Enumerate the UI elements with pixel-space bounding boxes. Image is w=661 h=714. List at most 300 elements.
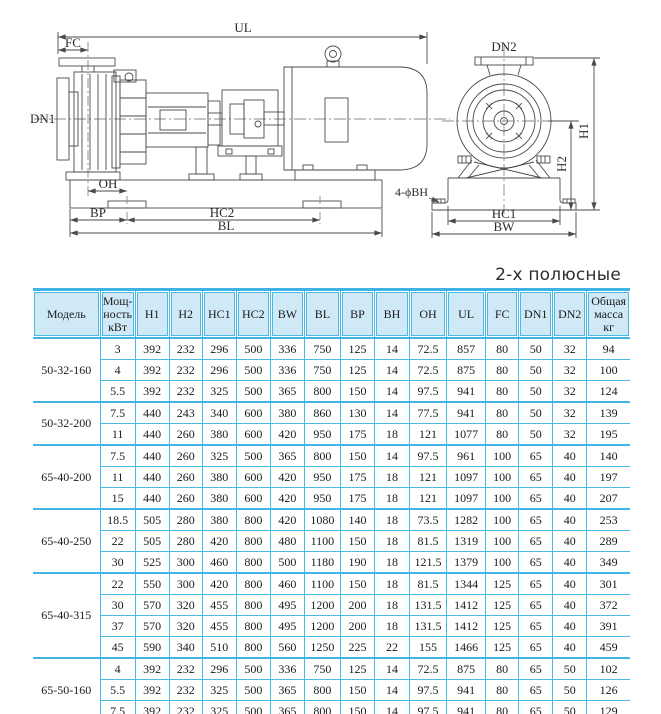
data-cell: 94 (587, 338, 630, 360)
data-cell: 300 (169, 573, 202, 595)
data-cell: 600 (236, 402, 270, 424)
data-cell: 800 (304, 680, 340, 701)
data-cell: 455 (202, 616, 236, 637)
model-cell: 65-50-160 (33, 658, 100, 714)
data-cell: 125 (486, 573, 519, 595)
motor-eye-bolt (325, 46, 341, 62)
data-cell: 131.5 (410, 616, 447, 637)
data-cell: 380 (202, 488, 236, 510)
data-cell: 232 (169, 360, 202, 381)
data-cell: 260 (169, 488, 202, 510)
motor-vent (325, 98, 348, 142)
data-cell: 1080 (304, 509, 340, 531)
data-cell: 100 (486, 445, 519, 467)
data-cell: 50 (519, 424, 553, 446)
data-cell: 550 (135, 573, 169, 595)
data-cell: 1250 (304, 637, 340, 659)
data-cell: 1379 (447, 552, 486, 574)
data-cell: 232 (169, 381, 202, 403)
header-cell: H2 (169, 290, 202, 339)
data-cell: 14 (374, 402, 409, 424)
data-cell: 1097 (447, 467, 486, 488)
header-cell: BP (340, 290, 374, 339)
data-cell: 500 (236, 360, 270, 381)
data-cell: 81.5 (410, 573, 447, 595)
dim-label-hc1: HC1 (491, 206, 517, 221)
header-cell: HC1 (202, 290, 236, 339)
data-cell: 296 (202, 338, 236, 360)
data-cell: 11 (100, 467, 135, 488)
data-cell: 80 (486, 381, 519, 403)
data-cell: 1077 (447, 424, 486, 446)
data-cell: 18 (374, 488, 409, 510)
data-cell: 77.5 (410, 402, 447, 424)
table-header (33, 290, 630, 339)
data-cell: 325 (202, 445, 236, 467)
housing-support-foot (189, 174, 214, 180)
data-cell: 800 (236, 509, 270, 531)
data-cell: 195 (587, 424, 630, 446)
table-title: 2-х полюсные (495, 265, 621, 285)
data-cell: 296 (202, 360, 236, 381)
data-cell: 1200 (304, 616, 340, 637)
data-cell: 941 (447, 381, 486, 403)
data-cell: 155 (410, 637, 447, 659)
data-cell: 495 (270, 616, 304, 637)
data-cell: 590 (135, 637, 169, 659)
data-cell: 18 (374, 509, 409, 531)
data-cell: 150 (340, 531, 374, 552)
data-cell: 800 (236, 637, 270, 659)
data-cell: 14 (374, 360, 409, 381)
data-cell: 65 (519, 531, 553, 552)
dim-label-bp: BP (90, 205, 106, 220)
data-cell: 560 (270, 637, 304, 659)
data-cell: 65 (519, 488, 553, 510)
data-cell: 190 (340, 552, 374, 574)
data-cell: 941 (447, 402, 486, 424)
data-cell: 600 (236, 424, 270, 446)
table-row (33, 467, 630, 488)
data-cell: 455 (202, 595, 236, 616)
header-cell: DN2 (553, 290, 587, 339)
data-cell: 325 (202, 701, 236, 714)
data-cell: 100 (486, 467, 519, 488)
data-cell: 40 (553, 573, 587, 595)
data-cell: 126 (587, 680, 630, 701)
data-cell: 150 (340, 680, 374, 701)
data-cell: 420 (270, 424, 304, 446)
data-cell: 50 (519, 338, 553, 360)
data-cell: 18.5 (100, 509, 135, 531)
data-cell: 4 (100, 658, 135, 680)
data-cell: 336 (270, 658, 304, 680)
pump-dimension-drawing (0, 0, 661, 264)
data-cell: 380 (202, 509, 236, 531)
data-cell: 5.5 (100, 680, 135, 701)
data-cell: 260 (169, 445, 202, 467)
data-cell: 392 (135, 360, 169, 381)
table-body (33, 338, 630, 714)
data-cell: 124 (587, 381, 630, 403)
data-cell: 941 (447, 701, 486, 714)
data-cell: 200 (340, 616, 374, 637)
data-cell: 232 (169, 680, 202, 701)
coupling-base-rail (218, 146, 282, 156)
data-cell: 100 (587, 360, 630, 381)
data-cell: 80 (486, 658, 519, 680)
dim-label-hc2: HC2 (209, 205, 235, 220)
data-cell: 30 (100, 552, 135, 574)
data-cell: 129 (587, 701, 630, 714)
data-cell: 875 (447, 658, 486, 680)
data-cell: 40 (553, 552, 587, 574)
side-view-dimensions (58, 32, 427, 237)
data-cell: 365 (270, 445, 304, 467)
data-cell: 440 (135, 488, 169, 510)
data-cell: 80 (486, 360, 519, 381)
data-cell: 100 (486, 509, 519, 531)
data-cell: 97.5 (410, 445, 447, 467)
data-cell: 380 (202, 424, 236, 446)
data-cell: 72.5 (410, 658, 447, 680)
data-cell: 800 (236, 531, 270, 552)
data-cell: 392 (135, 658, 169, 680)
casing-cover (120, 80, 146, 164)
data-cell: 40 (553, 467, 587, 488)
data-cell: 280 (169, 509, 202, 531)
data-cell: 14 (374, 445, 409, 467)
data-cell: 420 (202, 531, 236, 552)
data-cell: 800 (236, 616, 270, 637)
data-cell: 65 (519, 552, 553, 574)
data-cell: 150 (340, 445, 374, 467)
data-cell: 232 (169, 701, 202, 714)
model-cell: 50-32-160 (33, 338, 100, 402)
dim-label-oh: OH (98, 176, 118, 191)
data-cell: 175 (340, 488, 374, 510)
data-cell: 1412 (447, 595, 486, 616)
data-cell: 420 (202, 573, 236, 595)
data-cell: 440 (135, 445, 169, 467)
discharge-flange (59, 58, 115, 66)
data-cell: 750 (304, 360, 340, 381)
data-cell: 40 (553, 509, 587, 531)
data-cell: 289 (587, 531, 630, 552)
data-cell: 7.5 (100, 701, 135, 714)
data-cell: 280 (169, 531, 202, 552)
data-cell: 175 (340, 424, 374, 446)
data-cell: 3 (100, 338, 135, 360)
data-cell: 50 (553, 680, 587, 701)
header-cell: BW (270, 290, 304, 339)
data-cell: 40 (553, 637, 587, 659)
data-cell: 349 (587, 552, 630, 574)
data-cell: 505 (135, 509, 169, 531)
header-cell: BL (304, 290, 340, 339)
data-cell: 40 (553, 616, 587, 637)
table-row (33, 637, 630, 659)
data-cell: 750 (304, 658, 340, 680)
data-cell: 440 (135, 402, 169, 424)
data-cell: 121.5 (410, 552, 447, 574)
model-cell: 50-32-200 (33, 402, 100, 445)
data-cell: 40 (553, 595, 587, 616)
data-cell: 50 (519, 381, 553, 403)
header-cell: HC2 (236, 290, 270, 339)
table-row (33, 445, 630, 467)
data-cell: 175 (340, 467, 374, 488)
data-cell: 140 (587, 445, 630, 467)
data-cell: 65 (519, 701, 553, 714)
data-cell: 121 (410, 467, 447, 488)
data-cell: 570 (135, 616, 169, 637)
data-cell: 139 (587, 402, 630, 424)
data-cell: 440 (135, 467, 169, 488)
data-cell: 320 (169, 616, 202, 637)
model-cell: 65-40-250 (33, 509, 100, 573)
data-cell: 260 (169, 467, 202, 488)
data-cell: 253 (587, 509, 630, 531)
data-cell: 336 (270, 360, 304, 381)
data-cell: 65 (519, 467, 553, 488)
data-cell: 243 (169, 402, 202, 424)
data-cell: 125 (340, 658, 374, 680)
data-cell: 65 (519, 595, 553, 616)
data-cell: 320 (169, 595, 202, 616)
pump-front-view (432, 44, 580, 214)
header-cell: OH (410, 290, 447, 339)
data-cell: 72.5 (410, 360, 447, 381)
data-cell: 459 (587, 637, 630, 659)
data-cell: 32 (553, 424, 587, 446)
data-cell: 22 (100, 531, 135, 552)
header-cell: Мощ- ность кВт (100, 290, 135, 339)
data-cell: 800 (236, 552, 270, 574)
header-cell: DN1 (519, 290, 553, 339)
data-cell: 197 (587, 467, 630, 488)
data-cell: 32 (553, 338, 587, 360)
data-cell: 30 (100, 595, 135, 616)
data-cell: 7.5 (100, 445, 135, 467)
data-cell: 65 (519, 658, 553, 680)
data-cell: 525 (135, 552, 169, 574)
data-cell: 5.5 (100, 381, 135, 403)
data-cell: 570 (135, 595, 169, 616)
data-cell: 500 (236, 680, 270, 701)
data-cell: 18 (374, 531, 409, 552)
data-cell: 150 (340, 701, 374, 714)
data-cell: 7.5 (100, 402, 135, 424)
data-cell: 875 (447, 360, 486, 381)
data-cell: 97.5 (410, 680, 447, 701)
data-cell: 380 (202, 467, 236, 488)
data-cell: 18 (374, 616, 409, 637)
motor-feet (295, 170, 375, 180)
table-row (33, 531, 630, 552)
data-cell: 480 (270, 531, 304, 552)
data-cell: 65 (519, 616, 553, 637)
motor-body (284, 67, 427, 170)
data-cell: 14 (374, 680, 409, 701)
data-cell: 440 (135, 424, 169, 446)
data-cell: 125 (340, 360, 374, 381)
data-cell: 15 (100, 488, 135, 510)
data-cell: 97.5 (410, 701, 447, 714)
data-cell: 950 (304, 488, 340, 510)
data-cell: 372 (587, 595, 630, 616)
data-cell: 18 (374, 595, 409, 616)
data-cell: 18 (374, 552, 409, 574)
header-cell: BH (374, 290, 409, 339)
dim-label-ul: UL (234, 20, 252, 35)
data-cell: 510 (202, 637, 236, 659)
table-row (33, 680, 630, 701)
data-cell: 1200 (304, 595, 340, 616)
data-cell: 65 (519, 680, 553, 701)
data-cell: 800 (236, 573, 270, 595)
table-row (33, 381, 630, 403)
data-cell: 500 (236, 701, 270, 714)
data-cell: 65 (519, 573, 553, 595)
data-cell: 200 (340, 595, 374, 616)
data-cell: 336 (270, 338, 304, 360)
header-cell: H1 (135, 290, 169, 339)
table-row (33, 552, 630, 574)
table-row (33, 338, 630, 360)
data-cell: 100 (486, 531, 519, 552)
dim-label-dn1: DN1 (30, 111, 56, 126)
data-cell: 600 (236, 467, 270, 488)
data-cell: 380 (270, 402, 304, 424)
dim-label-bw: BW (493, 219, 515, 234)
data-cell: 232 (169, 658, 202, 680)
data-cell: 392 (135, 680, 169, 701)
data-cell: 14 (374, 701, 409, 714)
foot-hole-left (433, 199, 445, 203)
data-cell: 73.5 (410, 509, 447, 531)
table-row (33, 360, 630, 381)
data-cell: 125 (486, 637, 519, 659)
data-cell: 18 (374, 467, 409, 488)
data-cell: 325 (202, 680, 236, 701)
data-cell: 125 (486, 595, 519, 616)
data-cell: 125 (340, 338, 374, 360)
data-cell: 50 (519, 360, 553, 381)
header-cell: Общая масса кг (587, 290, 630, 339)
table-row (33, 402, 630, 424)
data-cell: 121 (410, 424, 447, 446)
table-row (33, 424, 630, 446)
dim-label-bh-holes: 4-ϕBH (395, 185, 428, 199)
pump-side-view (34, 42, 450, 224)
data-cell: 800 (236, 595, 270, 616)
data-cell: 260 (169, 424, 202, 446)
data-cell: 325 (202, 381, 236, 403)
data-cell: 800 (304, 381, 340, 403)
data-cell: 207 (587, 488, 630, 510)
data-cell: 300 (169, 552, 202, 574)
data-cell: 32 (553, 402, 587, 424)
data-cell: 65 (519, 637, 553, 659)
data-cell: 800 (304, 701, 340, 714)
data-cell: 420 (270, 509, 304, 531)
data-cell: 32 (553, 381, 587, 403)
dimensions-table (33, 288, 630, 714)
data-cell: 140 (340, 509, 374, 531)
data-cell: 18 (374, 573, 409, 595)
data-cell: 1100 (304, 573, 340, 595)
data-cell: 600 (236, 488, 270, 510)
table-row (33, 509, 630, 531)
header-cell: FC (486, 290, 519, 339)
data-cell: 40 (553, 488, 587, 510)
data-cell: 860 (304, 402, 340, 424)
data-cell: 37 (100, 616, 135, 637)
data-cell: 1180 (304, 552, 340, 574)
data-cell: 4 (100, 360, 135, 381)
data-cell: 150 (340, 573, 374, 595)
data-cell: 65 (519, 445, 553, 467)
data-cell: 45 (100, 637, 135, 659)
data-cell: 365 (270, 680, 304, 701)
data-cell: 50 (519, 402, 553, 424)
data-cell: 950 (304, 424, 340, 446)
data-cell: 1282 (447, 509, 486, 531)
model-cell: 65-40-315 (33, 573, 100, 658)
data-cell: 40 (553, 445, 587, 467)
data-cell: 100 (486, 488, 519, 510)
foot-hole-right (563, 199, 575, 203)
data-cell: 14 (374, 338, 409, 360)
data-cell: 14 (374, 381, 409, 403)
data-cell: 14 (374, 658, 409, 680)
data-cell: 80 (486, 701, 519, 714)
data-cell: 1412 (447, 616, 486, 637)
data-cell: 1466 (447, 637, 486, 659)
data-cell: 130 (340, 402, 374, 424)
data-cell: 121 (410, 488, 447, 510)
model-cell: 65-40-200 (33, 445, 100, 509)
data-cell: 392 (135, 381, 169, 403)
data-cell: 500 (236, 658, 270, 680)
data-cell: 941 (447, 680, 486, 701)
data-cell: 81.5 (410, 531, 447, 552)
data-cell: 102 (587, 658, 630, 680)
data-cell: 50 (553, 658, 587, 680)
data-cell: 22 (100, 573, 135, 595)
data-cell: 40 (553, 531, 587, 552)
table-row (33, 658, 630, 680)
data-cell: 505 (135, 531, 169, 552)
data-cell: 961 (447, 445, 486, 467)
table-row (33, 701, 630, 714)
data-cell: 22 (374, 637, 409, 659)
volute-casing (74, 72, 116, 172)
data-cell: 857 (447, 338, 486, 360)
data-cell: 420 (270, 467, 304, 488)
data-cell: 11 (100, 424, 135, 446)
data-cell: 340 (169, 637, 202, 659)
data-cell: 97.5 (410, 381, 447, 403)
data-cell: 500 (236, 381, 270, 403)
data-cell: 460 (202, 552, 236, 574)
data-cell: 500 (270, 552, 304, 574)
data-cell: 1100 (304, 531, 340, 552)
data-cell: 392 (135, 338, 169, 360)
data-cell: 800 (304, 445, 340, 467)
data-cell: 365 (270, 701, 304, 714)
